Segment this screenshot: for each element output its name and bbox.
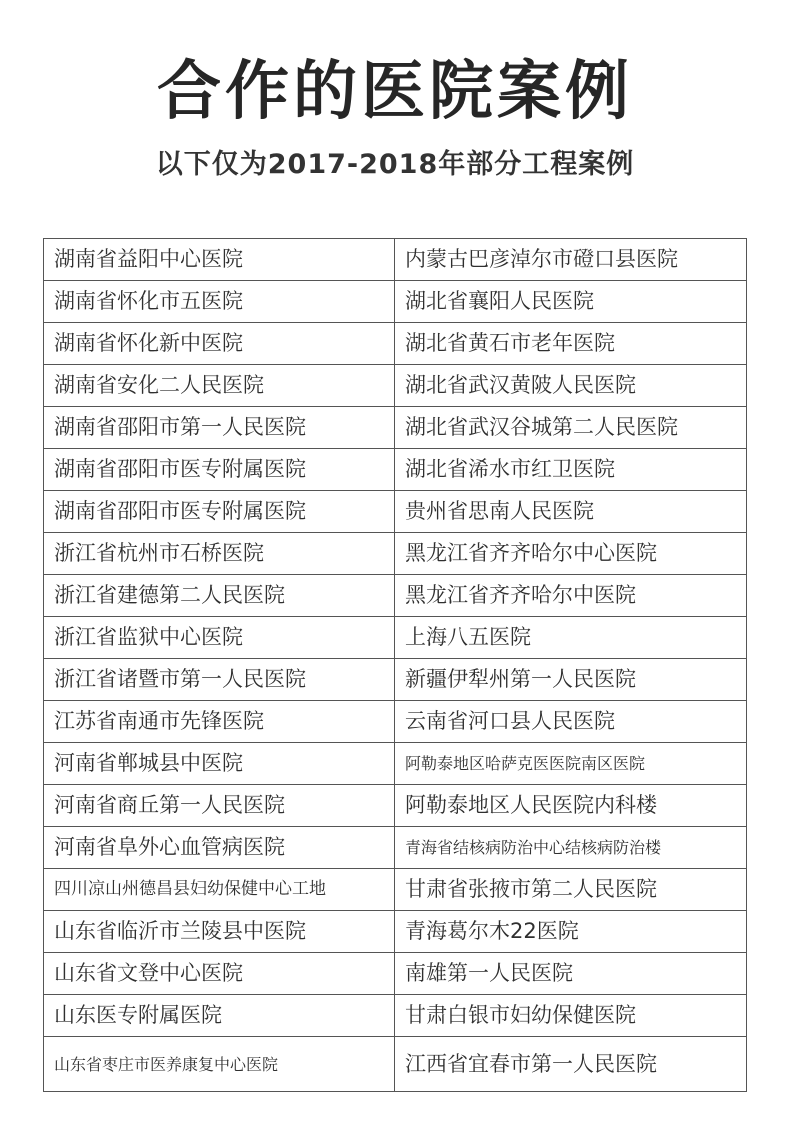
table-cell: 甘肃白银市妇幼保健医院 (395, 995, 747, 1037)
table-cell: 河南省郸城县中医院 (44, 743, 395, 785)
table-row (44, 1037, 747, 1092)
table-cell: 湖南省怀化市五医院 (44, 281, 395, 323)
table-cell: 湖南省安化二人民医院 (44, 365, 395, 407)
table-cell: 浙江省诸暨市第一人民医院 (44, 659, 395, 701)
table-cell: 云南省河口县人民医院 (395, 701, 747, 743)
table-cell: 山东省文登中心医院 (44, 953, 395, 995)
table-row (44, 407, 747, 449)
table-cell: 黑龙江省齐齐哈尔中心医院 (395, 533, 747, 575)
table-cell: 浙江省杭州市石桥医院 (44, 533, 395, 575)
table-cell: 湖南省邵阳市医专附属医院 (44, 491, 395, 533)
table-cell: 青海省结核病防治中心结核病防治楼 (395, 827, 747, 869)
table-cell: 山东医专附属医院 (44, 995, 395, 1037)
table-cell: 山东省枣庄市医养康复中心医院 (44, 1037, 395, 1092)
table-row (44, 533, 747, 575)
table-row (44, 449, 747, 491)
table-cell: 湖南省怀化新中医院 (44, 323, 395, 365)
table-cell: 山东省临沂市兰陵县中医院 (44, 911, 395, 953)
table-row (44, 911, 747, 953)
table-cell: 上海八五医院 (395, 617, 747, 659)
table-cell: 南雄第一人民医院 (395, 953, 747, 995)
page-title: 合作的医院案例 (157, 55, 633, 129)
table-cell: 甘肃省张掖市第二人民医院 (395, 869, 747, 911)
table-row (44, 701, 747, 743)
table-cell: 湖南省邵阳市医专附属医院 (44, 449, 395, 491)
table-row (44, 281, 747, 323)
table-row (44, 785, 747, 827)
table-row (44, 239, 747, 281)
table-cell: 江苏省南通市先锋医院 (44, 701, 395, 743)
table-cell: 浙江省监狱中心医院 (44, 617, 395, 659)
table-cell: 浙江省建德第二人民医院 (44, 575, 395, 617)
table-cell: 湖南省邵阳市第一人民医院 (44, 407, 395, 449)
table-cell: 湖北省武汉黄陂人民医院 (395, 365, 747, 407)
hospital-case-table (43, 238, 747, 1092)
table-row (44, 869, 747, 911)
page-subtitle: 以下仅为2017-2018年部分工程案例 (155, 149, 635, 180)
table-row (44, 617, 747, 659)
table-cell: 湖北省浠水市红卫医院 (395, 449, 747, 491)
table-row (44, 575, 747, 617)
table-cell: 湖北省武汉谷城第二人民医院 (395, 407, 747, 449)
table-cell: 黑龙江省齐齐哈尔中医院 (395, 575, 747, 617)
table-row (44, 365, 747, 407)
table-cell: 青海葛尔木22医院 (395, 911, 747, 953)
table-row (44, 995, 747, 1037)
table-cell: 湖北省黄石市老年医院 (395, 323, 747, 365)
table-cell: 河南省阜外心血管病医院 (44, 827, 395, 869)
table-cell: 新疆伊犁州第一人民医院 (395, 659, 747, 701)
table-cell: 阿勒泰地区人民医院内科楼 (395, 785, 747, 827)
table-cell: 江西省宜春市第一人民医院 (395, 1037, 747, 1092)
table-row (44, 743, 747, 785)
table-cell: 河南省商丘第一人民医院 (44, 785, 395, 827)
table-row (44, 659, 747, 701)
table-row (44, 323, 747, 365)
table-cell: 阿勒泰地区哈萨克医医院南区医院 (395, 743, 747, 785)
table-cell: 贵州省思南人民医院 (395, 491, 747, 533)
table-cell: 湖北省襄阳人民医院 (395, 281, 747, 323)
table-cell: 四川凉山州德昌县妇幼保健中心工地 (44, 869, 395, 911)
table-row (44, 953, 747, 995)
table-cell: 内蒙古巴彦淖尔市磴口县医院 (395, 239, 747, 281)
table-cell: 湖南省益阳中心医院 (44, 239, 395, 281)
table-row (44, 827, 747, 869)
table-row (44, 491, 747, 533)
